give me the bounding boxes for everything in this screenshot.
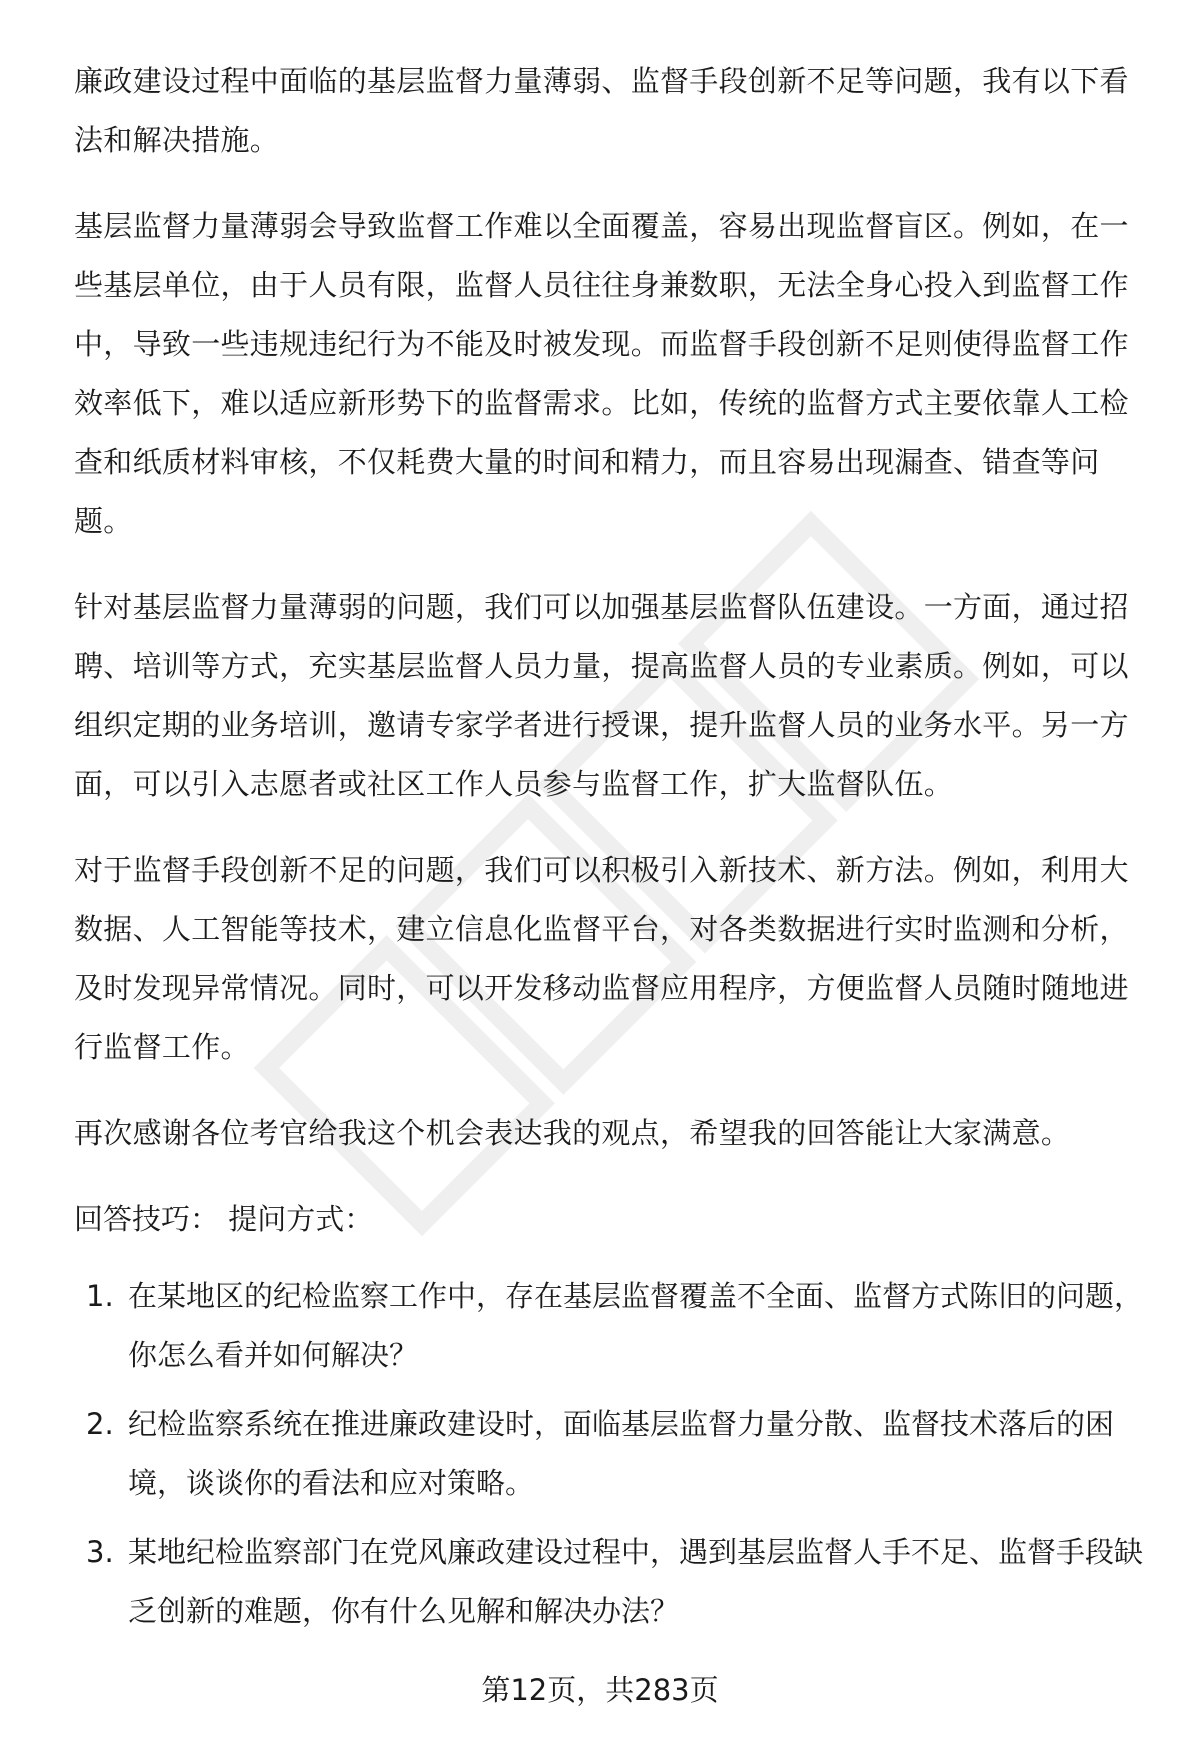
list-item-text: 某地纪检监察部门在党风廉政建设过程中，遇到基层监督人手不足、监督手段缺乏创新的难题，你有什么见解和解决办法？ bbox=[128, 1535, 1144, 1628]
list-item bbox=[74, 1267, 1144, 1385]
paragraph-intro: 廉政建设过程中面临的基层监督力量薄弱、监督手段创新不足等问题，我有以下看法和解决措施。 bbox=[74, 64, 1129, 157]
tips-heading: 回答技巧： 提问方式： bbox=[74, 1202, 374, 1236]
question-list bbox=[74, 1267, 1144, 1641]
paragraph-closing: 再次感谢各位考官给我这个机会表达我的观点，希望我的回答能让大家满意。 bbox=[74, 1116, 1071, 1150]
paragraph-analysis: 基层监督力量薄弱会导致监督工作难以全面覆盖，容易出现监督盲区。例如，在一些基层单位，由于人员有限，监督人员往往身兼数职，无法全身心投入到监督工作中，导致一些违规违纪行为不能及时被发现。而监督手段创新不足则使得监督工作效率低下，难以适应新形势下的监督需求。比如，传统的监督方式主要依靠人工检查和纸质材料审核，不仅耗费大量的时间和精力，而且容易出现漏查、错查等问题。 bbox=[74, 209, 1129, 538]
list-item-text: 纪检监察系统在推进廉政建设时，面临基层监督力量分散、监督技术落后的困境，谈谈你的看法和应对策略。 bbox=[128, 1407, 1115, 1500]
list-item-text: 在某地区的纪检监察工作中，存在基层监督覆盖不全面、监督方式陈旧的问题，你怎么看并如何解决？ bbox=[128, 1279, 1144, 1372]
page-number-footer: 第12页，共283页 bbox=[481, 1673, 719, 1707]
paragraph-innovation: 对于监督手段创新不足的问题，我们可以积极引入新技术、新方法。例如，利用大数据、人工智能等技术，建立信息化监督平台，对各类数据进行实时监测和分析，及时发现异常情况。同时，可以开发移动监督应用程序，方便监督人员随时随地进行监督工作。 bbox=[74, 853, 1129, 1064]
list-item bbox=[74, 1395, 1144, 1513]
list-item bbox=[74, 1523, 1144, 1641]
list-item-number: 2. bbox=[86, 1407, 114, 1441]
paragraph-team-building: 针对基层监督力量薄弱的问题，我们可以加强基层监督队伍建设。一方面，通过招聘、培训等方式，充实基层监督人员力量，提高监督人员的专业素质。例如，可以组织定期的业务培训，邀请专家学者进行授课，提升监督人员的业务水平。另一方面，可以引入志愿者或社区工作人员参与监督工作，扩大监督队伍。 bbox=[74, 590, 1129, 801]
list-item-number: 3. bbox=[86, 1535, 114, 1569]
document-page bbox=[74, 52, 1144, 1651]
list-item-number: 1. bbox=[86, 1279, 114, 1313]
